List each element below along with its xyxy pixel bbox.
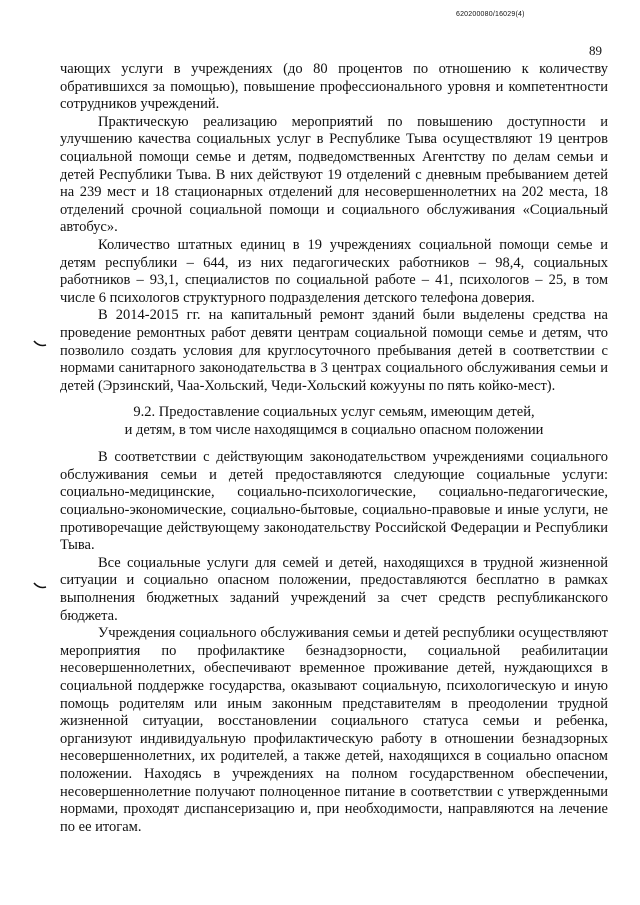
section-heading-line: и детям, в том числе находящимся в социально опасном положении [124, 422, 544, 439]
body-text [60, 61, 608, 836]
paragraph: Учреждения социального обслуживания семьи и детей республики осуществляют мероприятия по профилактике безнадзорности, социальной реабилитации несовершеннолетних, обеспечивают временное проживание детей, нуждающихся в социальной поддержке государства, оказывают социальную, психологическую и иную помощь родителям или иным законным представителям в преодолении трудной жизненной ситуации, восстановлении социального статуса семьи и ребенка, организуют индивидуальную профилактическую работу в отношении безнадзорных несовершеннолетних, их родителей, а также детей, находящихся в социально опасном положении. Находясь в учреждениях на полном государственном обеспечении, несовершеннолетние получают полноценное питание в соответствии с утвержденными нормами, проходят диспансеризацию и, при необходимости, направляются на лечение по ее итогам. [60, 625, 608, 835]
paragraph: В соответствии с действующим законодательством учреждениями социального обслуживания семьи и детей предоставляются следующие социальные услуги: социально-медицинские, социально-психологические, социально-педагогические, социально-экономические, социально-бытовые, социально-правовые и иные услуги, не противоречащие действующему законодательству Российской Федерации и Республики Тыва. [60, 449, 608, 554]
margin-check-mark-icon [33, 340, 47, 348]
paragraph: Все социальные услуги для семей и детей, находящихся в трудной жизненной ситуации и социально опасном положении, предоставляются бесплатно в рамках выполнения бюджетных заданий учреждений за счет средств республиканского бюджета. [60, 554, 608, 624]
document-id: 620200080/16029(4) [456, 11, 525, 18]
section-heading [60, 403, 608, 439]
paragraph: Количество штатных единиц в 19 учреждениях социальной помощи семье и детям республики – 644, из них педагогических работников – 98,4, социальных работников – 93,1, специалистов по социальной работе – 41, психологов – 25, в том числе 6 психологов структурного подразделения детского телефона доверия. [60, 236, 608, 306]
paragraph: чающих услуги в учреждениях (до 80 процентов по отношению к количеству обратившихся за помощью), повышение профессионального уровня и компетентности сотрудников учреждений. [60, 61, 608, 113]
section-heading-line: 9.2. Предоставление социальных услуг семьям, имеющим детей, [133, 404, 535, 421]
page-number: 89 [589, 43, 602, 58]
paragraph: В 2014-2015 гг. на капитальный ремонт зданий были выделены средства на проведение ремонтных работ девяти центрам социальной помощи семье и детям, что позволило создать условия для круглосуточного пребывания детей в соответствии с нормами санитарного законодательства в 3 центрах социального обслуживания семьи и детей (Эрзинский, Чаа-Хольский, Чеди-Хольский кожууны по пять койко-мест). [60, 307, 608, 394]
paragraph: Практическую реализацию мероприятий по повышению доступности и улучшению качества социальных услуг в Республике Тыва осуществляют 19 центров социальной помощи семье и детям, подведомственных Агентству по делам семьи и детей Республики Тыва. В них действуют 19 отделений с дневным пребыванием детей на 239 мест и 18 стационарных отделений для несовершеннолетних на 202 места, 18 отделений срочной социальной помощи и социального обслуживания «Социальный автобус». [60, 113, 608, 236]
margin-check-mark-icon [33, 582, 47, 590]
